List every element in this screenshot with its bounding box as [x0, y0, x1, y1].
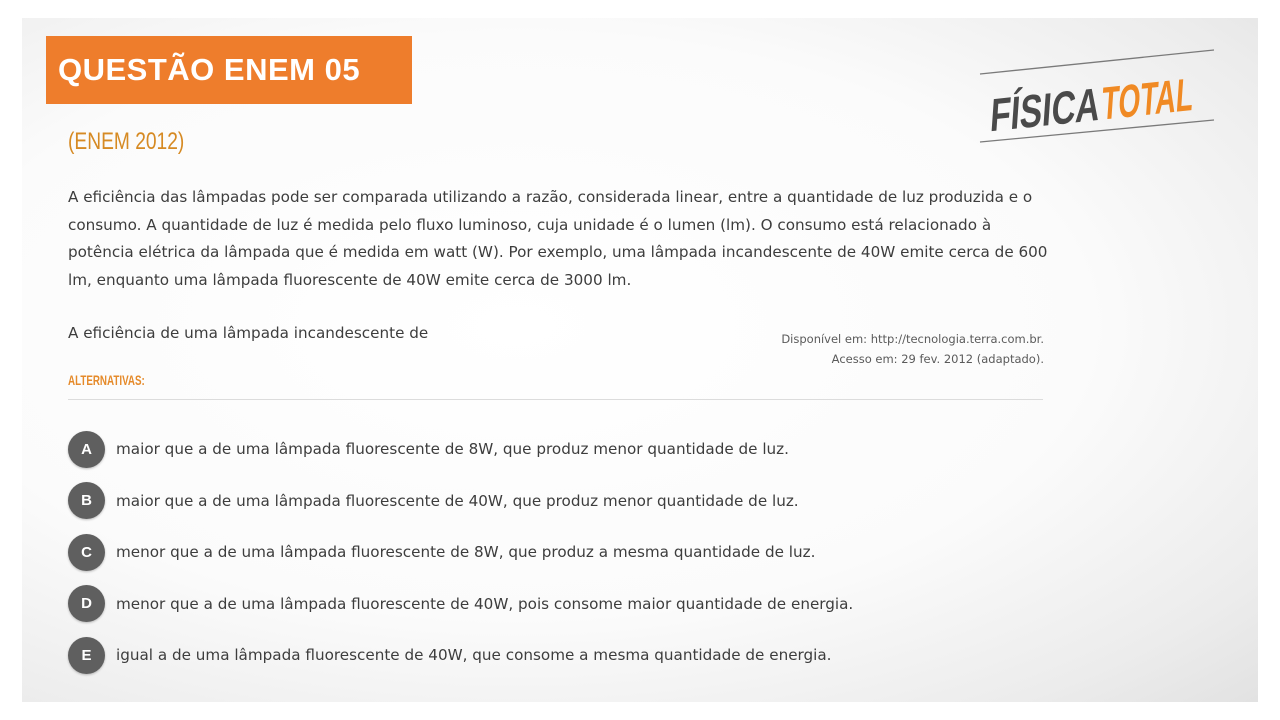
divider	[68, 399, 1043, 400]
alternative-letter-badge: C	[68, 534, 105, 571]
logo-part-total: TOTAL	[1100, 61, 1252, 130]
alternative-c[interactable]	[68, 533, 1068, 571]
question-prompt: A eficiência de uma lâmpada incandescente de	[68, 324, 429, 342]
alternative-d[interactable]	[68, 585, 1068, 623]
alternative-a[interactable]	[68, 430, 1068, 468]
alternative-letter-badge: E	[68, 637, 105, 674]
exam-source-tag: (ENEM 2012)	[68, 128, 185, 155]
question-badge: QUESTÃO ENEM 05	[46, 36, 412, 104]
fisica-total-logo	[972, 44, 1252, 148]
source-citation	[781, 329, 1044, 369]
alternative-text: maior que a de uma lâmpada fluorescente de 40W, que produz menor quantidade de luz.	[116, 491, 799, 510]
question-statement: A eficiência das lâmpadas pode ser comparada utilizando a razão, considerada linear, entre a quantidade de luz produzida e o consumo. A quantidade de luz é medida pelo fluxo luminoso, cuja unidade é o lumen (lm). O consumo está relacionado à potência elétrica da lâmpada que é medida em watt (W). Por exemplo, uma lâmpada incandescente de 40W emite cerca de 600 lm, enquanto uma lâmpada fluorescente de 40W emite cerca de 3000 lm.	[68, 188, 1048, 289]
alternative-text: maior que a de uma lâmpada fluorescente de 8W, que produz menor quantidade de luz.	[116, 440, 789, 458]
citation-url: Disponível em: http://tecnologia.terra.com.br.	[781, 332, 1044, 346]
alternative-letter-badge: D	[68, 585, 105, 622]
alternative-e[interactable]	[68, 636, 1068, 674]
alternative-letter-badge: A	[68, 431, 105, 468]
alternatives-heading: ALTERNATIVAS:	[68, 372, 145, 388]
alternative-text: menor que a de uma lâmpada fluorescente de 8W, que produz a mesma quantidade de luz.	[116, 543, 816, 561]
logo-part-fisica: FÍSICA	[988, 73, 1143, 142]
alternative-text: igual a de uma lâmpada fluorescente de 40W, que consome a mesma quantidade de energia.	[116, 646, 832, 664]
alternatives-list	[68, 430, 1068, 688]
citation-access-date: Acesso em: 29 fev. 2012 (adaptado).	[831, 352, 1044, 366]
alternative-letter-badge: B	[68, 482, 105, 519]
alternative-b[interactable]	[68, 482, 1068, 520]
alternative-text: menor que a de uma lâmpada fluorescente de 40W, pois consome maior quantidade de energia.	[116, 594, 854, 613]
